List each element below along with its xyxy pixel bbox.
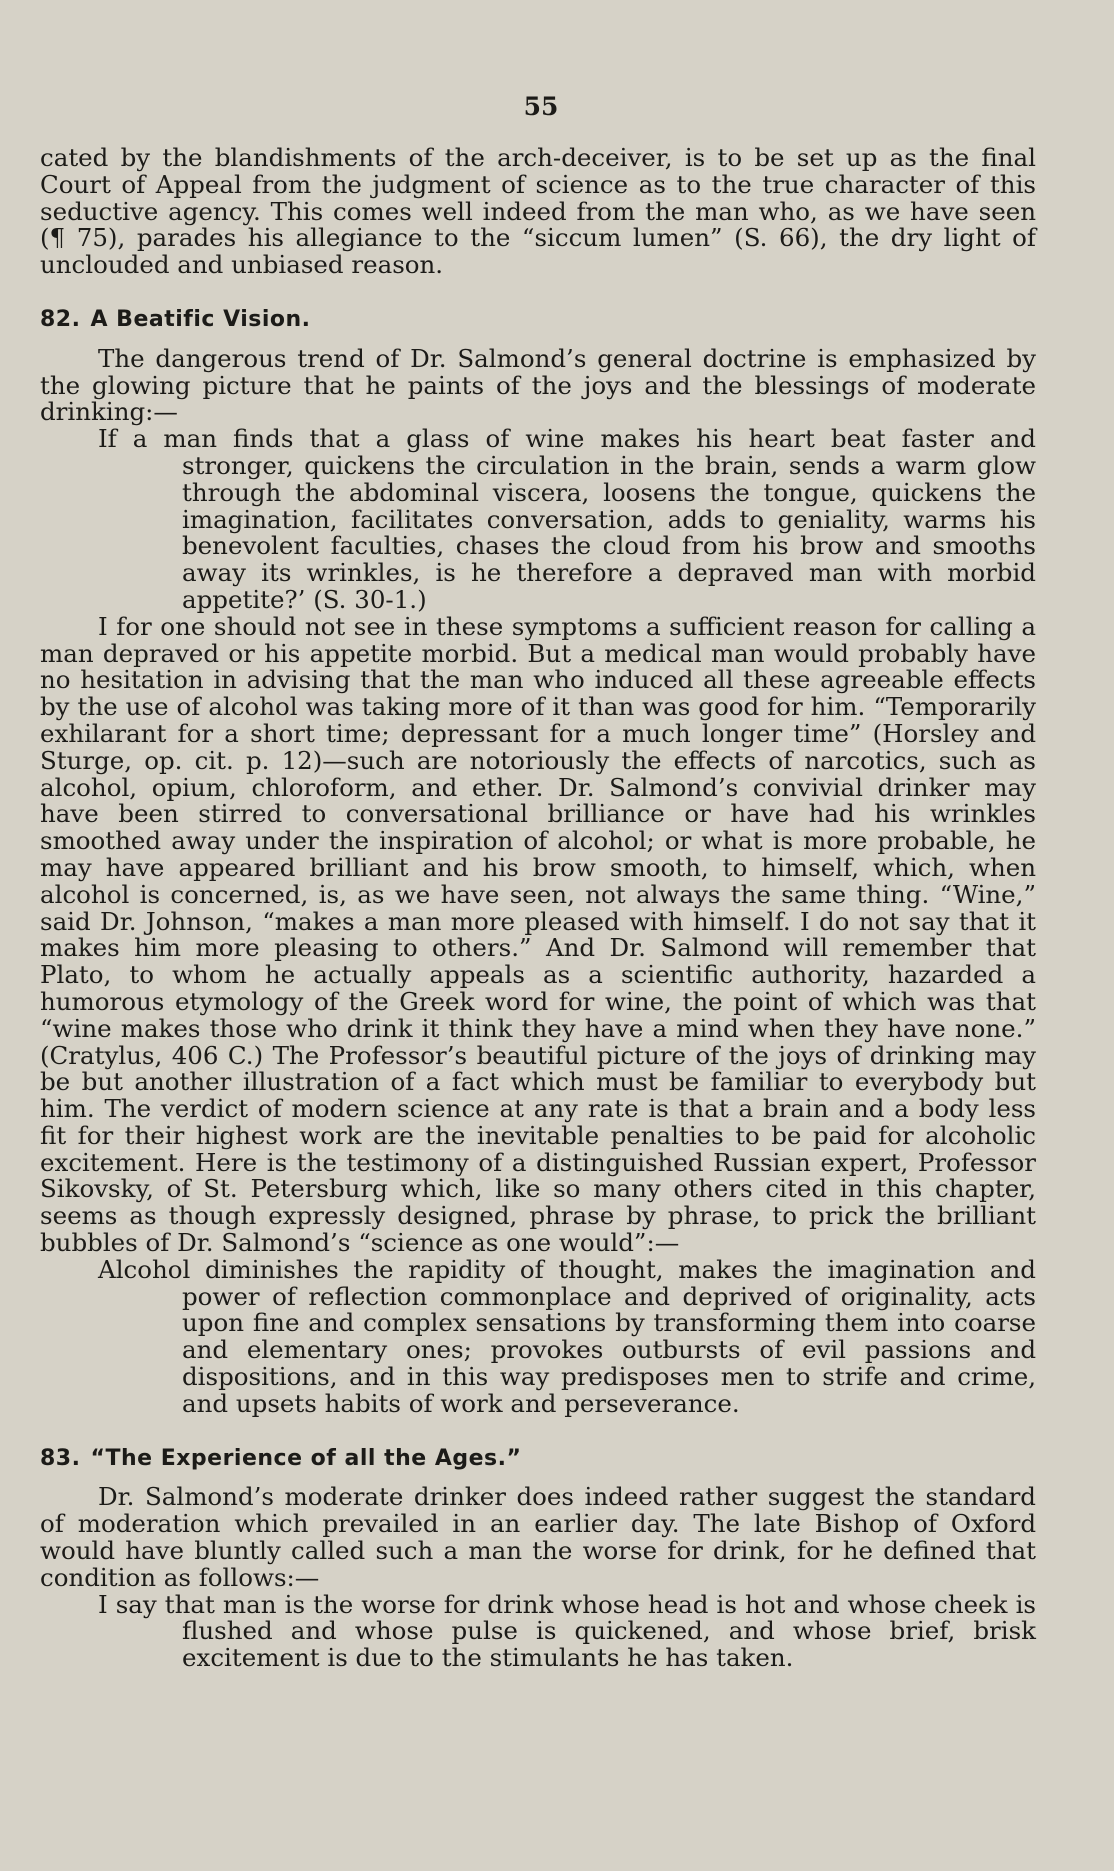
body-text (40, 145, 1036, 1672)
paragraph: The dangerous trend of Dr. Salmond’s general doctrine is emphasized by the glowing picture that he paints of the joys and the blessings of moderate drinking:— (40, 343, 1036, 427)
section-heading (40, 1446, 1036, 1473)
section-number: 82. (40, 306, 81, 332)
section-title: “The Experience of all the Ages.” (90, 1445, 522, 1471)
block-quote: Alcohol diminishes the rapidity of thought, makes the imagination and power of reflection commonplace and deprived of originality, acts upon fine and complex sensations by transforming them into coarse and elementary ones; provokes outbursts of evil passions and dispositions, and in this way predisposes men to strife and crime, and upsets habits of work and perseverance. (98, 1254, 1036, 1418)
block-quote: If a man finds that a glass of wine makes his heart beat faster and stronger, quickens the circulation in the brain, sends a warm glow through the abdominal viscera, loosens the tongue, quickens the imagination, facilitates conversation, adds to geniality, warms his benevolent faculties, chases the cloud from his brow and smooths away its wrinkles, is he therefore a depraved man with morbid appetite?’ (S. 30-1.) (98, 424, 1036, 614)
section-number: 83. (40, 1445, 81, 1471)
paragraph: Dr. Salmond’s moderate drinker does indeed rather suggest the standard of moderation which prevailed in an earlier day. The late Bishop of Oxford would have bluntly called such a man the worse for drink, for he defined that condition as follows:— (40, 1482, 1036, 1592)
section-title: A Beatific Vision. (90, 306, 311, 332)
block-quote: I say that man is the worse for drink whose head is hot and whose cheek is flushed and whose pulse is quickened, and whose brief, brisk excitement is due to the stimulants he has taken. (98, 1589, 1036, 1673)
paragraph: I for one should not see in these symptoms a sufficient reason for calling a man depraved or his appetite morbid. But a medical man would probably have no hesitation in advising that the man who induced all these agreeable effects by the use of alcohol was taking more of it than was good for him. “Temporarily exhilarant for a short time; depressant for a much longer time” (Horsley and Sturge, op. cit. p. 12)—such are notoriously the effects of narcotics, such as alcohol, opium, chloroform, and ether. Dr. Salmond’s convivial drinker may have been stirred to conversational brilliance or have had his wrinkles smoothed away under the inspiration of alcohol; or what is more probable, he may have appeared brilliant and his brow smooth, to himself, which, when alcohol is concerned, is, as we have seen, not always the same thing. “Wine,” said Dr. Johnson, “makes a man more pleased with himself. I do not say that it makes him more pleasing to others.” And Dr. Salmond will remember that Plato, to whom he actually appeals as a scientific authority, hazarded a humorous etymology of the Greek word for wine, the point of which was that “wine makes those who drink it think they have a mind when they have none.” (Cratylus, 406 C.) The Professor’s beautiful picture of the joys of drinking may be but another illustration of a fact which must be familiar to everybody but him. The verdict of modern science at any rate is that a brain and a body less fit for their highest work are the inevitable penalties to be paid for alcoholic excitement. Here is the testimony of a distinguished Russian expert, Professor Sikovsky, of St. Petersburg which, like so many others cited in this chapter, seems as though expressly designed, phrase by phrase, to prick the brilliant bubbles of Dr. Salmond’s “science as one would”:— (40, 611, 1036, 1258)
section-heading (40, 307, 1036, 334)
page-number: 55 (523, 92, 559, 121)
paragraph: cated by the blandishments of the arch-deceiver, is to be set up as the final Court of Appeal from the judgment of science as to the true character of this seductive agency. This comes well indeed from the man who, as we have seen (¶ 75), parades his allegiance to the “siccum lumen” (S. 66), the dry light of unclouded and unbiased reason. (40, 143, 1036, 280)
